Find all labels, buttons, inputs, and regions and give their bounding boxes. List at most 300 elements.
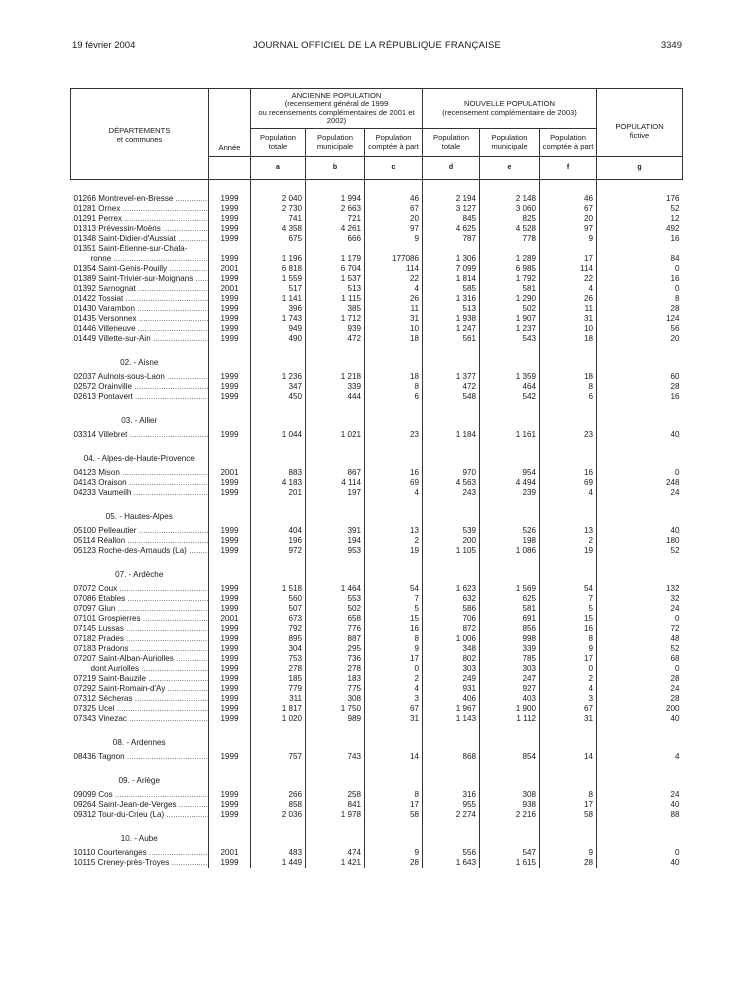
value-cell-f: 16 [540,468,597,478]
empty-cell [71,180,209,195]
value-cell-d: 1 814 [423,274,480,284]
value-cell-d: 539 [423,526,480,536]
empty-cell [306,498,365,526]
year-cell: 2001 [209,264,251,274]
value-cell-g: 16 [597,274,683,284]
value-cell-e: 464 [480,382,540,392]
value-cell-f [540,244,597,254]
empty-cell [540,180,597,195]
empty-cell [480,556,540,584]
value-cell-b: 1 218 [306,372,365,382]
commune-name: 04123 Mison ..... [71,468,209,478]
empty-cell [540,724,597,752]
table-row [71,478,683,488]
value-cell-a: 507 [251,604,306,614]
value-cell-g: 20 [597,334,683,344]
value-cell-e: 526 [480,526,540,536]
value-cell-b: 308 [306,694,365,704]
value-cell-b: 444 [306,392,365,402]
department-heading: 07. - Ardèche [71,556,209,584]
value-cell-b: 502 [306,604,365,614]
empty-cell [597,556,683,584]
table-row [71,234,683,244]
value-cell-a: 858 [251,800,306,810]
value-cell-c: 0 [365,664,423,674]
value-cell-c: 177086 [365,254,423,264]
empty-cell [365,820,423,848]
table-row [71,244,683,254]
year-cell: 1999 [209,674,251,684]
value-cell-d: 4 625 [423,224,480,234]
value-cell-d: 1 105 [423,546,480,556]
value-cell-c: 58 [365,810,423,820]
value-cell-d: 1 623 [423,584,480,594]
year-cell: 1999 [209,254,251,264]
value-cell-e: 6 985 [480,264,540,274]
departements-header: DÉPARTEMENTS et communes [71,89,209,180]
value-cell-e: 954 [480,468,540,478]
empty-cell [423,556,480,584]
value-cell-f: 8 [540,634,597,644]
column-letter: b [306,157,365,180]
value-cell-a: 1 020 [251,714,306,724]
table-row [71,714,683,724]
commune-name: 04143 Oraison ..... [71,478,209,488]
value-cell-c: 8 [365,790,423,800]
value-cell-c: 17 [365,654,423,664]
value-cell-b: 4 261 [306,224,365,234]
commune-name: 05114 Réallon ..... [71,536,209,546]
value-cell-c: 17 [365,800,423,810]
pop-a-part-new-header: Population comptée à part [540,129,597,157]
value-cell-a: 185 [251,674,306,684]
value-cell-g: 24 [597,790,683,800]
commune-name: 04233 Vaumeilh ..... [71,488,209,498]
department-heading-row [71,440,683,468]
value-cell-d [423,244,480,254]
table-row [71,264,683,274]
table-row [71,674,683,684]
year-cell: 1999 [209,294,251,304]
value-cell-a: 196 [251,536,306,546]
year-cell: 1999 [209,644,251,654]
empty-cell [209,344,251,372]
table-row [71,284,683,294]
value-cell-g: 0 [597,264,683,274]
year-cell: 1999 [209,194,251,204]
value-cell-f: 19 [540,546,597,556]
value-cell-e: 1 569 [480,584,540,594]
value-cell-e: 3 060 [480,204,540,214]
value-cell-d: 1 006 [423,634,480,644]
value-cell-c: 54 [365,584,423,594]
value-cell-a: 517 [251,284,306,294]
department-heading-row [71,498,683,526]
table-row [71,334,683,344]
table-row [71,624,683,634]
commune-name: 07292 Saint-Romain-d'Ay ..... [71,684,209,694]
value-cell-b: 736 [306,654,365,664]
value-cell-e: 4 528 [480,224,540,234]
commune-name: 07312 Sécheras ..... [71,694,209,704]
value-cell-g: 28 [597,382,683,392]
value-cell-f: 4 [540,284,597,294]
value-cell-e: 1 615 [480,858,540,868]
empty-cell [480,724,540,752]
empty-cell [209,180,251,195]
commune-name: 02572 Orainville ..... [71,382,209,392]
value-cell-a: 560 [251,594,306,604]
value-cell-e: 581 [480,284,540,294]
empty-cell [209,762,251,790]
empty-cell [209,402,251,430]
commune-name: 09312 Tour-du-Crieu (La) ..... [71,810,209,820]
department-heading-row [71,556,683,584]
value-cell-f: 114 [540,264,597,274]
column-letter: g [597,157,683,180]
empty-cell [423,402,480,430]
value-cell-e: 543 [480,334,540,344]
table-row [71,634,683,644]
publication-date: 19 février 2004 [72,40,136,51]
department-heading: 09. - Ariège [71,762,209,790]
value-cell-c: 9 [365,234,423,244]
commune-name: 01291 Perrex ..... [71,214,209,224]
value-cell-g: 56 [597,324,683,334]
value-cell-a: 1 518 [251,584,306,594]
value-cell-d: 1 377 [423,372,480,382]
value-cell-g: 0 [597,468,683,478]
department-heading-row [71,820,683,848]
value-cell-g: 28 [597,674,683,684]
table-row [71,546,683,556]
empty-cell [251,724,306,752]
commune-name: 01313 Prévessin-Moëns ..... [71,224,209,234]
commune-name: 01392 Sarnognat ..... [71,284,209,294]
table-row [71,224,683,234]
value-cell-a: 278 [251,664,306,674]
commune-name: 07343 Vinezac ..... [71,714,209,724]
value-cell-f: 26 [540,294,597,304]
value-cell-e: 1 359 [480,372,540,382]
table-body [71,180,683,869]
year-cell: 1999 [209,858,251,868]
empty-cell [306,402,365,430]
year-cell: 2001 [209,468,251,478]
value-cell-e: 1 289 [480,254,540,264]
value-cell-f: 67 [540,204,597,214]
value-cell-c: 4 [365,488,423,498]
value-cell-a: 1 559 [251,274,306,284]
value-cell-g: 48 [597,634,683,644]
table-row [71,204,683,214]
commune-name: 07097 Glun ..... [71,604,209,614]
value-cell-e: 854 [480,752,540,762]
year-cell: 1999 [209,314,251,324]
value-cell-g: 32 [597,594,683,604]
value-cell-e: 1 161 [480,430,540,440]
year-cell: 1999 [209,526,251,536]
value-cell-b: 989 [306,714,365,724]
value-cell-g: 52 [597,644,683,654]
value-cell-b: 775 [306,684,365,694]
empty-cell [480,402,540,430]
value-cell-f: 17 [540,800,597,810]
value-cell-f: 31 [540,314,597,324]
commune-name: 01430 Varambon ..... [71,304,209,314]
value-cell-b: 4 114 [306,478,365,488]
value-cell-f: 97 [540,224,597,234]
value-cell-c: 97 [365,224,423,234]
department-heading: 04. - Alpes-de-Haute-Provence [71,440,209,468]
column-letter: c [365,157,423,180]
value-cell-a: 1 449 [251,858,306,868]
value-cell-d: 1 143 [423,714,480,724]
empty-cell [251,820,306,848]
value-cell-b: 194 [306,536,365,546]
value-cell-b: 258 [306,790,365,800]
value-cell-b: 1 712 [306,314,365,324]
table-row [71,304,683,314]
value-cell-b: 385 [306,304,365,314]
value-cell-c: 46 [365,194,423,204]
value-cell-c: 31 [365,714,423,724]
value-cell-a: 2 040 [251,194,306,204]
value-cell-g: 88 [597,810,683,820]
department-heading-row [71,724,683,752]
nouvelle-population-header: NOUVELLE POPULATION (recensement complémentaire de 2003) [423,89,597,129]
value-cell-e: 998 [480,634,540,644]
value-cell-c: 11 [365,304,423,314]
year-cell: 1999 [209,654,251,664]
value-cell-f: 54 [540,584,597,594]
value-cell-d: 406 [423,694,480,704]
value-cell-c: 4 [365,684,423,694]
table-row [71,324,683,334]
value-cell-f: 9 [540,644,597,654]
value-cell-g: 24 [597,604,683,614]
year-cell [209,244,251,254]
journal-title: JOURNAL OFFICIEL DE LA RÉPUBLIQUE FRANÇAISE [252,40,502,51]
year-cell: 1999 [209,684,251,694]
value-cell-b: 183 [306,674,365,684]
year-cell: 1999 [209,224,251,234]
year-cell: 1999 [209,704,251,714]
value-cell-a: 2 036 [251,810,306,820]
commune-name: 07145 Lussas ..... [71,624,209,634]
value-cell-g: 124 [597,314,683,324]
table-row [71,694,683,704]
year-cell: 1999 [209,604,251,614]
value-cell-b: 1 750 [306,704,365,714]
value-cell-d: 348 [423,644,480,654]
value-cell-d: 868 [423,752,480,762]
value-cell-d: 556 [423,848,480,858]
value-cell-f: 17 [540,654,597,664]
value-cell-f: 18 [540,372,597,382]
value-cell-g: 40 [597,858,683,868]
value-cell-d: 586 [423,604,480,614]
year-cell: 2001 [209,614,251,624]
year-cell: 1999 [209,546,251,556]
value-cell-b: 1 421 [306,858,365,868]
year-cell: 1999 [209,478,251,488]
empty-cell [597,724,683,752]
empty-cell [597,180,683,195]
value-cell-d: 1 938 [423,314,480,324]
empty-cell [540,344,597,372]
year-cell: 1999 [209,382,251,392]
empty-cell [365,402,423,430]
value-cell-d: 249 [423,674,480,684]
commune-name: 07086 Étables ..... [71,594,209,604]
table-row [71,848,683,858]
value-cell-g: 0 [597,848,683,858]
year-cell: 1999 [209,634,251,644]
commune-name: 07183 Pradons ..... [71,644,209,654]
value-cell-c: 18 [365,372,423,382]
empty-cell [251,556,306,584]
commune-name: 03314 Villebret ..... [71,430,209,440]
value-cell-d: 931 [423,684,480,694]
value-cell-e: 198 [480,536,540,546]
value-cell-g: 40 [597,714,683,724]
commune-name: 10115 Creney-près-Troyes ..... [71,858,209,868]
commune-name: 10110 Courteranges ..... [71,848,209,858]
value-cell-a: 2 730 [251,204,306,214]
empty-cell [365,498,423,526]
empty-cell [251,762,306,790]
table-row [71,800,683,810]
value-cell-c: 2 [365,536,423,546]
value-cell-e: 4 494 [480,478,540,488]
empty-cell [540,820,597,848]
value-cell-b: 339 [306,382,365,392]
table-row [71,644,683,654]
value-cell-e: 1 792 [480,274,540,284]
value-cell-f: 31 [540,714,597,724]
value-cell-f: 18 [540,334,597,344]
commune-name: 01446 Villeneuve ..... [71,324,209,334]
empty-cell [251,180,306,195]
value-cell-c: 15 [365,614,423,624]
year-cell: 1999 [209,214,251,224]
commune-name: 01281 Ornex ..... [71,204,209,214]
value-cell-a: 1 196 [251,254,306,264]
value-cell-b: 6 704 [306,264,365,274]
value-cell-g: 0 [597,284,683,294]
value-cell-g [597,244,683,254]
value-cell-d: 1 643 [423,858,480,868]
table-row [71,468,683,478]
value-cell-c: 22 [365,274,423,284]
value-cell-d: 2 194 [423,194,480,204]
commune-name: 09099 Cos ..... [71,790,209,800]
year-cell: 1999 [209,752,251,762]
table-row [71,604,683,614]
value-cell-c: 7 [365,594,423,604]
value-cell-c: 31 [365,314,423,324]
value-cell-e: 1 290 [480,294,540,304]
value-cell-f: 28 [540,858,597,868]
empty-cell [251,440,306,468]
year-cell: 1999 [209,790,251,800]
value-cell-g: 52 [597,204,683,214]
table-row [71,488,683,498]
table-row [71,536,683,546]
value-cell-a: 1 141 [251,294,306,304]
population-table [70,88,683,868]
commune-name: 01266 Montrevel-en-Bresse ..... [71,194,209,204]
value-cell-e: 339 [480,644,540,654]
value-cell-f: 5 [540,604,597,614]
department-heading: 05. - Hautes-Alpes [71,498,209,526]
value-cell-e: 1 086 [480,546,540,556]
value-cell-g: 28 [597,304,683,314]
empty-cell [209,724,251,752]
year-cell: 1999 [209,664,251,674]
empty-cell [306,556,365,584]
value-cell-c: 26 [365,294,423,304]
value-cell-d: 472 [423,382,480,392]
value-cell-c: 23 [365,430,423,440]
value-cell-e: 502 [480,304,540,314]
year-cell: 1999 [209,624,251,634]
value-cell-f: 2 [540,674,597,684]
empty-cell [365,762,423,790]
commune-name: 08436 Tagnon ..... [71,752,209,762]
value-cell-f: 4 [540,488,597,498]
pop-municipale-new-header: Population municipale [480,129,540,157]
spacer-row [71,180,683,195]
empty-cell [306,820,365,848]
value-cell-f: 0 [540,664,597,674]
value-cell-d: 802 [423,654,480,664]
value-cell-a: 396 [251,304,306,314]
department-heading: 03. - Allier [71,402,209,430]
value-cell-b: 1 115 [306,294,365,304]
empty-cell [306,724,365,752]
value-cell-e: 785 [480,654,540,664]
table-row [71,584,683,594]
value-cell-d: 845 [423,214,480,224]
value-cell-a: 304 [251,644,306,654]
value-cell-d: 3 127 [423,204,480,214]
value-cell-e: 581 [480,604,540,614]
value-cell-f: 2 [540,536,597,546]
empty-cell [597,440,683,468]
value-cell-e: 547 [480,848,540,858]
year-cell: 1999 [209,324,251,334]
value-cell-b: 721 [306,214,365,224]
value-cell-c: 16 [365,624,423,634]
year-cell: 1999 [209,488,251,498]
value-cell-b: 472 [306,334,365,344]
value-cell-a: 792 [251,624,306,634]
value-cell-f: 8 [540,382,597,392]
value-cell-b: 939 [306,324,365,334]
value-cell-a: 6 818 [251,264,306,274]
empty-cell [209,440,251,468]
value-cell-b: 1 464 [306,584,365,594]
empty-cell [209,498,251,526]
empty-cell [306,344,365,372]
year-cell: 2001 [209,284,251,294]
year-cell: 1999 [209,584,251,594]
empty-cell [540,762,597,790]
commune-name: 01449 Villette-sur-Ain ..... [71,334,209,344]
value-cell-c: 13 [365,526,423,536]
